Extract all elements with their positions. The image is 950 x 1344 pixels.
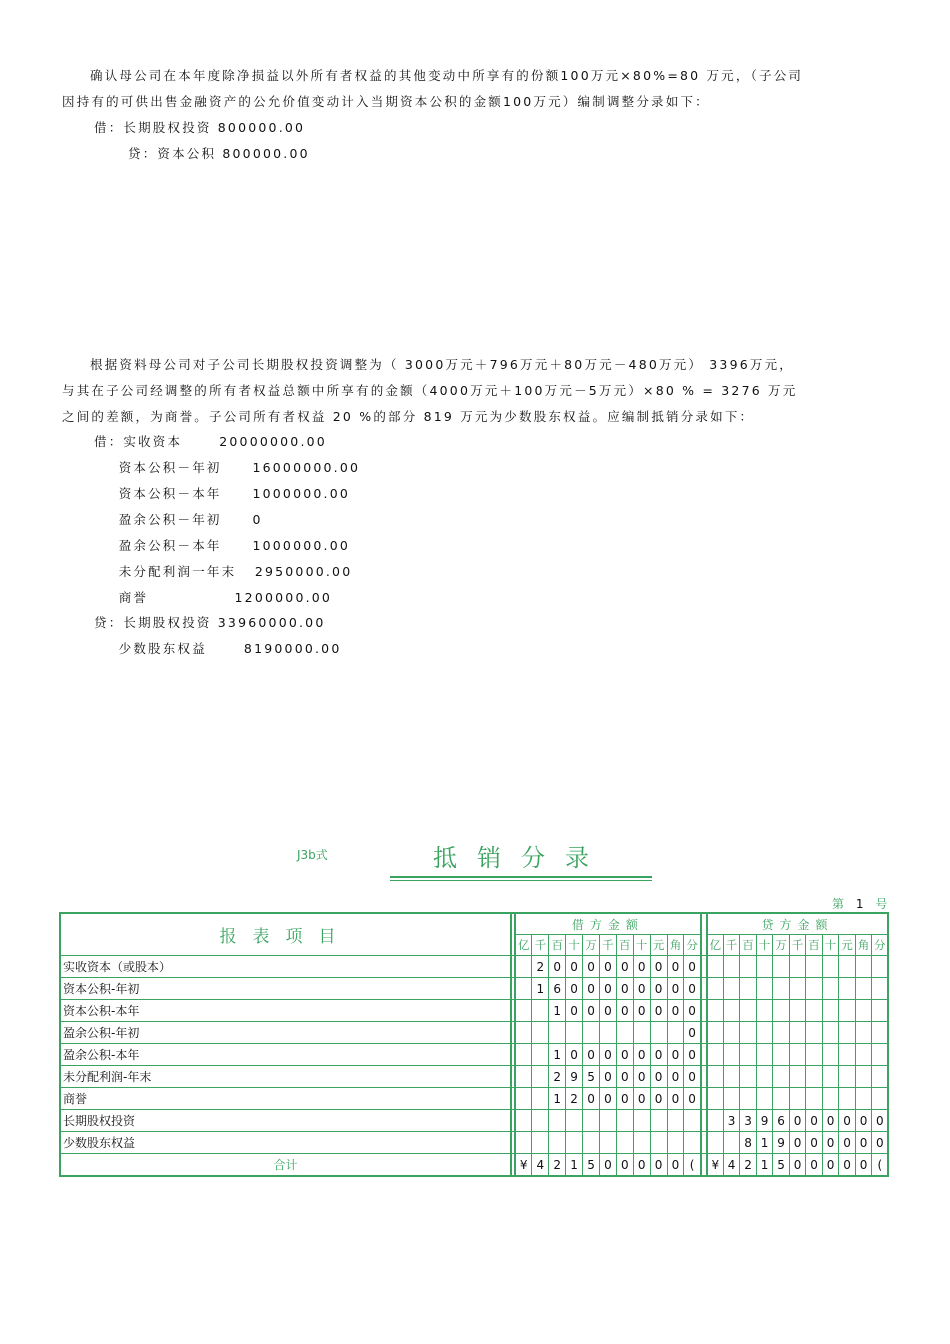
debit-digit: 0 (616, 1066, 633, 1088)
credit-digit (723, 1000, 740, 1022)
debit-unit-label: 千 (599, 935, 616, 956)
debit-digit (532, 1044, 549, 1066)
debit-digit: 0 (599, 956, 616, 978)
debit-digit: 0 (650, 1088, 667, 1110)
credit-digit: 8 (740, 1132, 757, 1154)
table-header-row (60, 913, 888, 935)
credit-digit (789, 1066, 806, 1088)
credit-digit (707, 1000, 724, 1022)
debit-digit: 2 (566, 1088, 583, 1110)
debit-digit: 0 (650, 1066, 667, 1088)
credit-digit (723, 1088, 740, 1110)
debit-digit: 0 (599, 1044, 616, 1066)
credit-digit (822, 1022, 839, 1044)
total-credit-digit: 1 (756, 1154, 773, 1177)
debit-digit: 0 (633, 956, 650, 978)
table-row (60, 1110, 888, 1132)
debit-digit: 0 (616, 1044, 633, 1066)
credit-digit: 9 (773, 1132, 790, 1154)
credit-digit (855, 1066, 872, 1088)
credit-digit (855, 978, 872, 1000)
entry-line: 资本公积－本年 1000000.00 (94, 486, 351, 501)
debit-digit (549, 1022, 566, 1044)
credit-unit-label: 十 (822, 935, 839, 956)
credit-unit-label: 元 (839, 935, 856, 956)
debit-digit (650, 1110, 667, 1132)
debit-digit: 0 (583, 1088, 600, 1110)
adjustment-entry-credit: 贷：资本公积 800000.00 (128, 146, 310, 161)
credit-digit (740, 1022, 757, 1044)
credit-digit: 3 (723, 1110, 740, 1132)
debit-digit: 0 (599, 1088, 616, 1110)
credit-digit (806, 1088, 823, 1110)
debit-digit (515, 1022, 532, 1044)
debit-digit: 0 (633, 978, 650, 1000)
title-underline (390, 880, 652, 881)
table-row (60, 1066, 888, 1088)
entry-line: 资本公积－年初 16000000.00 (94, 460, 361, 475)
debit-digit (616, 1110, 633, 1132)
credit-digit: 6 (773, 1110, 790, 1132)
credit-digit (855, 1088, 872, 1110)
credit-digit: 0 (872, 1110, 889, 1132)
row-item: 长期股权投资 (60, 1110, 511, 1132)
debit-digit: 0 (650, 1044, 667, 1066)
credit-digit (872, 1022, 889, 1044)
credit-digit (707, 1022, 724, 1044)
credit-digit (872, 1066, 889, 1088)
credit-digit (707, 1066, 724, 1088)
debit-digit: 0 (667, 1044, 684, 1066)
title-underline (390, 876, 652, 878)
debit-digit: 0 (650, 1000, 667, 1022)
debit-unit-label: 角 (667, 935, 684, 956)
credit-unit-label: 分 (872, 935, 889, 956)
credit-digit (773, 1066, 790, 1088)
credit-unit-label: 亿 (707, 935, 724, 956)
debit-header: 借方金额 (515, 913, 701, 935)
credit-digit (806, 1022, 823, 1044)
debit-digit: 0 (599, 1066, 616, 1088)
credit-digit: 0 (872, 1132, 889, 1154)
debit-digit: 0 (633, 1066, 650, 1088)
debit-digit: 5 (583, 1066, 600, 1088)
credit-digit (789, 1000, 806, 1022)
credit-digit (839, 1088, 856, 1110)
table-row (60, 1088, 888, 1110)
debit-digit: 0 (566, 1000, 583, 1022)
credit-unit-label: 千 (789, 935, 806, 956)
debit-digit: 9 (566, 1066, 583, 1088)
debit-digit: 0 (566, 1044, 583, 1066)
credit-digit: 0 (839, 1110, 856, 1132)
credit-digit (756, 1022, 773, 1044)
credit-digit (839, 1022, 856, 1044)
credit-digit: 1 (756, 1132, 773, 1154)
credit-digit (756, 1000, 773, 1022)
debit-digit: 0 (650, 978, 667, 1000)
total-credit-digit: 2 (740, 1154, 757, 1177)
debit-digit: 0 (616, 978, 633, 1000)
row-item: 少数股东权益 (60, 1132, 511, 1154)
credit-digit (740, 1088, 757, 1110)
total-debit-digit: ( (684, 1154, 701, 1177)
debit-digit (515, 1088, 532, 1110)
credit-digit (740, 978, 757, 1000)
debit-digit: 1 (549, 1088, 566, 1110)
credit-digit (839, 1066, 856, 1088)
credit-digit (723, 978, 740, 1000)
credit-digit: 0 (806, 1132, 823, 1154)
total-debit-digit: 0 (599, 1154, 616, 1177)
debit-digit (650, 1022, 667, 1044)
credit-unit-label: 角 (855, 935, 872, 956)
debit-digit: 0 (684, 1000, 701, 1022)
credit-digit (872, 978, 889, 1000)
debit-digit: 0 (549, 956, 566, 978)
debit-unit-label: 元 (650, 935, 667, 956)
adjustment-entry-debit: 借：长期股权投资 800000.00 (94, 120, 306, 135)
credit-digit (707, 1088, 724, 1110)
debit-digit (633, 1110, 650, 1132)
debit-digit: 0 (599, 1000, 616, 1022)
page-number-label: 第 1 号 (832, 897, 892, 911)
total-debit-digit: 0 (616, 1154, 633, 1177)
debit-unit-label: 千 (532, 935, 549, 956)
form-code: J3b式 (297, 848, 328, 862)
credit-digit (756, 978, 773, 1000)
credit-digit (723, 1044, 740, 1066)
credit-digit (707, 1132, 724, 1154)
credit-digit (789, 1022, 806, 1044)
debit-digit (515, 1066, 532, 1088)
debit-digit (549, 1110, 566, 1132)
entry-line: 贷：长期股权投资 33960000.00 (94, 615, 326, 630)
credit-digit (723, 1066, 740, 1088)
credit-digit (773, 1088, 790, 1110)
credit-digit (707, 956, 724, 978)
credit-digit (855, 1022, 872, 1044)
total-credit-digit: 0 (855, 1154, 872, 1177)
credit-digit (789, 1088, 806, 1110)
row-item: 盈余公积-年初 (60, 1022, 511, 1044)
credit-digit (822, 1044, 839, 1066)
entry-line: 盈余公积－本年 1000000.00 (94, 538, 351, 553)
debit-digit (515, 1044, 532, 1066)
credit-digit (839, 1044, 856, 1066)
credit-digit (855, 1000, 872, 1022)
row-item: 盈余公积-本年 (60, 1044, 511, 1066)
total-debit-digit: 2 (549, 1154, 566, 1177)
debit-digit: 0 (684, 1044, 701, 1066)
credit-digit (740, 1044, 757, 1066)
credit-digit (789, 956, 806, 978)
row-item: 商誉 (60, 1088, 511, 1110)
debit-unit-label: 亿 (515, 935, 532, 956)
entry-line: 少数股东权益 8190000.00 (94, 641, 342, 656)
total-label: 合计 (60, 1154, 511, 1177)
debit-unit-label: 百 (616, 935, 633, 956)
credit-digit (839, 978, 856, 1000)
debit-digit: 0 (583, 1000, 600, 1022)
debit-digit: 0 (667, 956, 684, 978)
debit-digit (650, 1132, 667, 1154)
total-debit-digit: 1 (566, 1154, 583, 1177)
debit-digit: 6 (549, 978, 566, 1000)
credit-digit: 0 (806, 1110, 823, 1132)
credit-digit (855, 956, 872, 978)
credit-digit (756, 1044, 773, 1066)
paragraph-elimination-line-1: 根据资料母公司对子公司长期股权投资调整为（ 3000万元＋796万元＋80万元－480万元） 3396万元， (90, 357, 794, 372)
debit-digit (532, 1132, 549, 1154)
credit-unit-label: 十 (756, 935, 773, 956)
entry-line: 借：实收资本 20000000.00 (94, 434, 327, 449)
row-item: 资本公积-本年 (60, 1000, 511, 1022)
paragraph-adjustment-line-1: 确认母公司在本年度除净损益以外所有者权益的其他变动中所享有的份额100万元×80%=80 万元，（子公司 (90, 68, 804, 83)
credit-digit: 0 (822, 1110, 839, 1132)
table-row (60, 1132, 888, 1154)
credit-digit: 0 (789, 1110, 806, 1132)
credit-digit: 0 (822, 1132, 839, 1154)
credit-digit (839, 956, 856, 978)
credit-digit (806, 978, 823, 1000)
debit-digit (583, 1110, 600, 1132)
debit-digit (515, 956, 532, 978)
debit-digit: 0 (566, 978, 583, 1000)
credit-digit: 9 (756, 1110, 773, 1132)
debit-digit: 0 (616, 1000, 633, 1022)
total-row (60, 1154, 888, 1177)
debit-digit: 0 (650, 956, 667, 978)
debit-digit: 2 (532, 956, 549, 978)
debit-digit: 0 (583, 978, 600, 1000)
credit-digit (756, 1066, 773, 1088)
debit-unit-label: 分 (684, 935, 701, 956)
total-credit-digit: 0 (822, 1154, 839, 1177)
debit-digit (566, 1110, 583, 1132)
debit-digit: 0 (633, 1044, 650, 1066)
debit-digit: 1 (549, 1044, 566, 1066)
credit-unit-label: 百 (806, 935, 823, 956)
credit-digit (822, 1000, 839, 1022)
item-header: 报表项目 (60, 913, 511, 956)
credit-unit-label: 万 (773, 935, 790, 956)
debit-digit (515, 978, 532, 1000)
debit-digit: 0 (566, 956, 583, 978)
credit-digit (822, 1088, 839, 1110)
row-item: 未分配利润-年末 (60, 1066, 511, 1088)
credit-header: 贷方金额 (707, 913, 889, 935)
debit-digit: 0 (684, 1066, 701, 1088)
total-debit-digit: 0 (650, 1154, 667, 1177)
credit-digit (789, 978, 806, 1000)
debit-digit (532, 1022, 549, 1044)
debit-digit (566, 1132, 583, 1154)
debit-digit: 0 (667, 1000, 684, 1022)
debit-digit: 0 (684, 1022, 701, 1044)
credit-digit (773, 1044, 790, 1066)
debit-digit (667, 1110, 684, 1132)
credit-digit (855, 1044, 872, 1066)
total-credit-digit: ¥ (707, 1154, 724, 1177)
credit-digit (773, 1000, 790, 1022)
credit-digit (789, 1044, 806, 1066)
row-item: 资本公积-年初 (60, 978, 511, 1000)
form-title: 抵销分录 (433, 844, 609, 872)
debit-digit: 2 (549, 1066, 566, 1088)
debit-digit: 0 (684, 1088, 701, 1110)
row-item: 实收资本（或股本） (60, 956, 511, 978)
credit-digit (773, 956, 790, 978)
table-row (60, 978, 888, 1000)
credit-digit (806, 1000, 823, 1022)
total-credit-digit: 0 (839, 1154, 856, 1177)
credit-unit-label: 千 (723, 935, 740, 956)
debit-digit (532, 1066, 549, 1088)
credit-digit: 0 (855, 1110, 872, 1132)
credit-digit (707, 978, 724, 1000)
debit-digit: 0 (633, 1000, 650, 1022)
debit-digit: 0 (684, 978, 701, 1000)
total-credit-digit: 0 (789, 1154, 806, 1177)
total-debit-digit: 0 (667, 1154, 684, 1177)
total-debit-digit: 4 (532, 1154, 549, 1177)
credit-digit (773, 978, 790, 1000)
debit-digit: 0 (667, 978, 684, 1000)
debit-digit: 0 (667, 1088, 684, 1110)
credit-digit: 3 (740, 1110, 757, 1132)
total-credit-digit: 5 (773, 1154, 790, 1177)
debit-digit: 0 (616, 956, 633, 978)
debit-digit (599, 1110, 616, 1132)
paragraph-adjustment (62, 63, 894, 115)
debit-digit (515, 1110, 532, 1132)
total-debit-digit: 0 (633, 1154, 650, 1177)
page-number: 1 (855, 897, 868, 911)
debit-unit-label: 百 (549, 935, 566, 956)
credit-digit (872, 1088, 889, 1110)
table-row (60, 1000, 888, 1022)
elimination-entry-table (59, 912, 889, 1177)
credit-digit (707, 1110, 724, 1132)
debit-digit (583, 1132, 600, 1154)
debit-digit (616, 1022, 633, 1044)
debit-digit: 0 (684, 956, 701, 978)
debit-digit (616, 1132, 633, 1154)
credit-digit: 0 (855, 1132, 872, 1154)
credit-digit (756, 956, 773, 978)
debit-digit (515, 1132, 532, 1154)
paragraph-elimination-line-2: 与其在子公司经调整的所有者权益总额中所享有的金额（4000万元＋100万元－5万元）×80 % = 3276 万元 (62, 383, 798, 398)
total-debit-digit: 5 (583, 1154, 600, 1177)
debit-digit: 1 (549, 1000, 566, 1022)
table-row (60, 1022, 888, 1044)
debit-digit (684, 1110, 701, 1132)
debit-unit-label: 十 (633, 935, 650, 956)
debit-unit-label: 万 (583, 935, 600, 956)
debit-unit-label: 十 (566, 935, 583, 956)
credit-digit (707, 1044, 724, 1066)
table-row (60, 1044, 888, 1066)
credit-digit (773, 1022, 790, 1044)
credit-digit (740, 1066, 757, 1088)
debit-digit: 0 (599, 978, 616, 1000)
debit-digit: 0 (583, 1044, 600, 1066)
debit-digit (532, 1088, 549, 1110)
debit-digit (684, 1132, 701, 1154)
entry-line: 未分配利润一年末 2950000.00 (94, 564, 353, 579)
debit-digit: 0 (616, 1088, 633, 1110)
total-credit-digit: ( (872, 1154, 889, 1177)
credit-unit-label: 百 (740, 935, 757, 956)
credit-digit (740, 1000, 757, 1022)
total-debit-digit: ¥ (515, 1154, 532, 1177)
entry-line: 盈余公积－年初 0 (94, 512, 263, 527)
debit-digit (633, 1022, 650, 1044)
debit-digit: 0 (633, 1088, 650, 1110)
credit-digit (806, 1044, 823, 1066)
debit-digit: 0 (583, 956, 600, 978)
table-row (60, 956, 888, 978)
total-credit-digit: 4 (723, 1154, 740, 1177)
credit-digit (806, 956, 823, 978)
debit-digit (583, 1022, 600, 1044)
paragraph-elimination (62, 352, 894, 430)
debit-digit (532, 1000, 549, 1022)
credit-digit (740, 956, 757, 978)
debit-digit (566, 1022, 583, 1044)
credit-digit (822, 978, 839, 1000)
debit-digit: 1 (532, 978, 549, 1000)
credit-digit (822, 1066, 839, 1088)
credit-digit (872, 1000, 889, 1022)
debit-digit (667, 1022, 684, 1044)
credit-digit (723, 1022, 740, 1044)
debit-digit: 0 (667, 1066, 684, 1088)
credit-digit (872, 1044, 889, 1066)
total-credit-digit: 0 (806, 1154, 823, 1177)
credit-digit (839, 1000, 856, 1022)
credit-digit (822, 956, 839, 978)
credit-digit (806, 1066, 823, 1088)
credit-digit: 0 (839, 1132, 856, 1154)
debit-digit (532, 1110, 549, 1132)
debit-digit (549, 1132, 566, 1154)
credit-digit (872, 956, 889, 978)
credit-digit (723, 1132, 740, 1154)
debit-digit (599, 1132, 616, 1154)
paragraph-adjustment-line-2: 因持有的可供出售金融资产的公允价值变动计入当期资本公积的金额100万元）编制调整分录如下： (62, 94, 710, 109)
debit-digit (599, 1022, 616, 1044)
debit-digit (633, 1132, 650, 1154)
paragraph-elimination-line-3: 之间的差额，为商誉。子公司所有者权益 20 %的部分 819 万元为少数股东权益。应编制抵销分录如下： (62, 409, 755, 424)
credit-digit (723, 956, 740, 978)
credit-digit (756, 1088, 773, 1110)
entry-line: 商誉 1200000.00 (94, 590, 333, 605)
debit-digit (515, 1000, 532, 1022)
credit-digit: 0 (789, 1132, 806, 1154)
debit-digit (667, 1132, 684, 1154)
